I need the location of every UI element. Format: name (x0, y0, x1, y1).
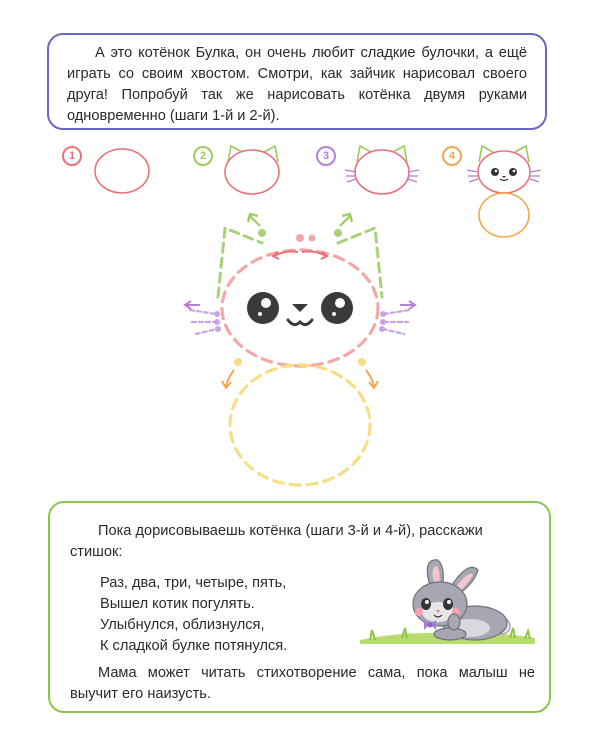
step-1-drawing (92, 145, 154, 197)
poem (100, 573, 287, 657)
step-4-number: 4 (442, 146, 462, 166)
bunny-illustration (350, 548, 540, 648)
poem-box (48, 501, 551, 713)
left-ear-dot (258, 229, 266, 237)
intro-text-box (47, 33, 547, 130)
step-4-face (491, 168, 517, 181)
left-ear-arrow (250, 216, 260, 226)
poem-line: К сладкой булке потянулся. (100, 638, 288, 654)
step-1-head (95, 149, 149, 193)
step-2-head (225, 150, 279, 194)
poem-line: Улыбнулся, облизнулся, (100, 617, 265, 633)
right-ear-arrow (340, 216, 350, 226)
step-1-number: 1 (62, 146, 82, 166)
step-2-drawing (222, 140, 284, 198)
step-4-head (478, 151, 530, 193)
parent-note: Мама может читать стихотворение сама, пока малыш не выучит его наизусть. (70, 665, 535, 702)
cat-tracing-drawing (170, 200, 430, 500)
step-4-drawing (465, 140, 543, 240)
intro-text: А это котёнок Булка, он очень любит сладкие булочки, а ещё играть со своим хвостом. Смотри, как зайчик нарисовал своего друга! Попробуй так же нарисовать котёнка двумя руками одновременно (шаги 1-й и 2-й). (67, 45, 527, 124)
step-2-number: 2 (193, 146, 213, 166)
cat-face (247, 292, 353, 325)
poem-intro: Пока дорисовываешь котёнка (шаги 3-й и 4-й), расскажи стишок: (70, 523, 483, 560)
right-ear-dot (334, 229, 342, 237)
poem-line: Раз, два, три, четыре, пять, (100, 575, 287, 591)
step-4-body (479, 193, 529, 237)
step-3-head (355, 150, 409, 194)
body-dashes (230, 365, 370, 485)
step-3-number: 3 (316, 146, 336, 166)
step-3-drawing (344, 140, 420, 198)
poem-line: Вышел котик погулять. (100, 596, 255, 612)
